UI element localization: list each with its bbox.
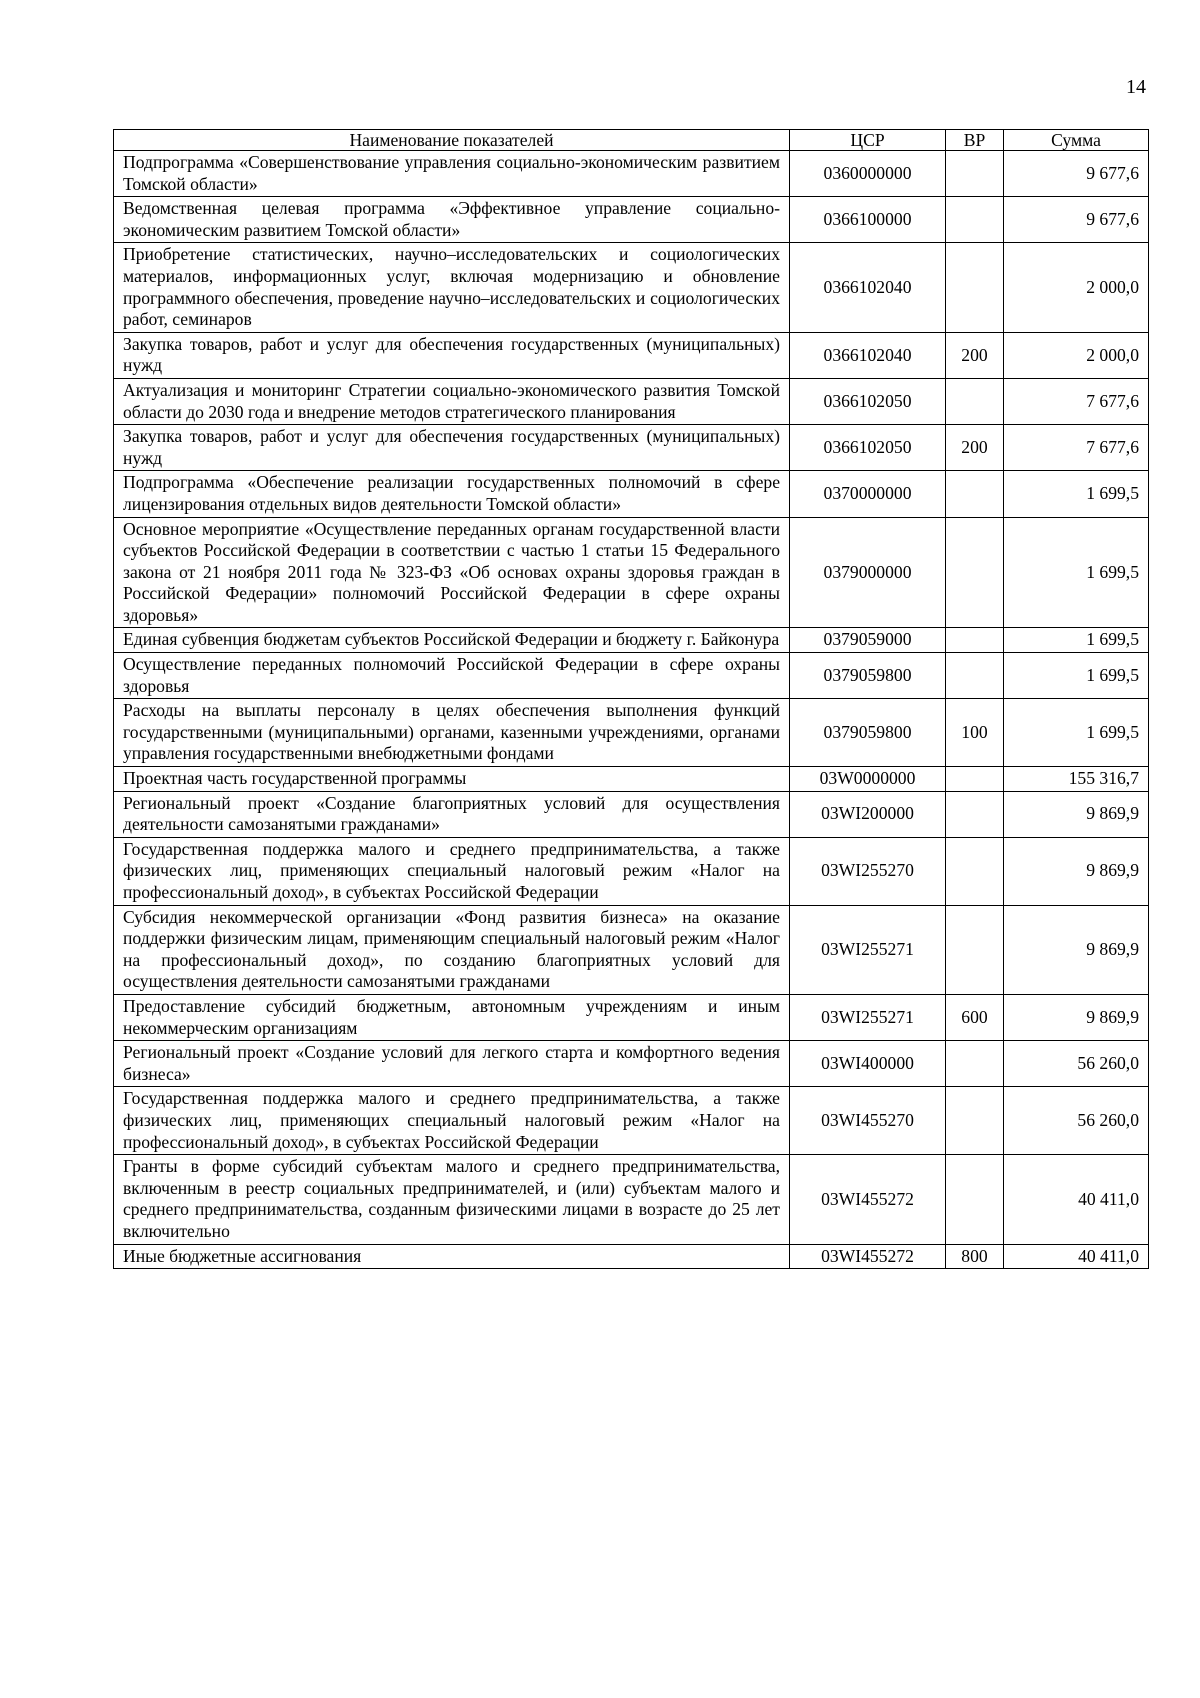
table-row	[114, 1244, 1149, 1269]
cell-sum: 155 316,7	[1004, 767, 1149, 792]
table-row	[114, 378, 1149, 424]
cell-sum: 56 260,0	[1004, 1087, 1149, 1155]
cell-csr: 03WI255271	[790, 905, 946, 994]
cell-vr	[946, 1155, 1004, 1244]
table-row	[114, 1041, 1149, 1087]
cell-vr: 200	[946, 425, 1004, 471]
cell-sum: 9 869,9	[1004, 791, 1149, 837]
cell-name: Государственная поддержка малого и среднего предпринимательства, а также физических лиц, применяющих специальный налоговый режим «Налог на профессиональный доход», в субъектах Российской Федерации	[114, 837, 790, 905]
cell-csr: 03WI400000	[790, 1041, 946, 1087]
cell-csr: 0366102050	[790, 378, 946, 424]
cell-name: Региональный проект «Создание благоприятных условий для осуществления деятельности самозанятыми гражданами»	[114, 791, 790, 837]
table-row	[114, 1155, 1149, 1244]
cell-csr: 03W0000000	[790, 767, 946, 792]
table-row	[114, 517, 1149, 628]
header-csr: ЦСР	[790, 130, 946, 151]
cell-name: Субсидия некоммерческой организации «Фонд развития бизнеса» на оказание поддержки физическим лицам, применяющим специальный налоговый режим «Налог на профессиональный доход», по созданию благоприятных условий для осуществления деятельности самозанятыми гражданами	[114, 905, 790, 994]
cell-name: Гранты в форме субсидий субъектам малого и среднего предпринимательства, включенным в реестр социальных предпринимателей, и (или) субъектам малого и среднего предпринимательства, созданным физическими лицами в возрасте до 25 лет включительно	[114, 1155, 790, 1244]
cell-csr: 03WI455272	[790, 1155, 946, 1244]
header-vr: ВР	[946, 130, 1004, 151]
cell-name: Ведомственная целевая программа «Эффективное управление социально-экономическим развитием Томской области»	[114, 197, 790, 243]
header-sum: Сумма	[1004, 130, 1149, 151]
cell-csr: 0370000000	[790, 471, 946, 517]
cell-sum: 1 699,5	[1004, 471, 1149, 517]
table-row	[114, 837, 1149, 905]
cell-vr	[946, 197, 1004, 243]
table-row	[114, 699, 1149, 767]
cell-vr	[946, 243, 1004, 332]
cell-vr	[946, 767, 1004, 792]
cell-sum: 1 699,5	[1004, 699, 1149, 767]
cell-sum: 9 869,9	[1004, 905, 1149, 994]
cell-vr	[946, 151, 1004, 197]
table-row	[114, 332, 1149, 378]
cell-name: Подпрограмма «Совершенствование управления социально-экономическим развитием Томской области»	[114, 151, 790, 197]
cell-name: Актуализация и мониторинг Стратегии социально-экономического развития Томской области до 2030 года и внедрение методов стратегического планирования	[114, 378, 790, 424]
cell-sum: 9 869,9	[1004, 837, 1149, 905]
cell-name: Приобретение статистических, научно–исследовательских и социологических материалов, информационных услуг, включая модернизацию и обновление программного обеспечения, проведение научно–исследовательских и социологических работ, семинаров	[114, 243, 790, 332]
table-row	[114, 653, 1149, 699]
cell-csr: 0366102050	[790, 425, 946, 471]
cell-sum: 40 411,0	[1004, 1244, 1149, 1269]
table-row	[114, 471, 1149, 517]
cell-name: Расходы на выплаты персоналу в целях обеспечения выполнения функций государственными (муниципальными) органами, казенными учреждениями, органами управления государственными внебюджетными фондами	[114, 699, 790, 767]
cell-sum: 9 869,9	[1004, 994, 1149, 1040]
cell-name: Осуществление переданных полномочий Российской Федерации в сфере охраны здоровья	[114, 653, 790, 699]
cell-vr	[946, 791, 1004, 837]
cell-vr	[946, 1041, 1004, 1087]
table-row	[114, 197, 1149, 243]
header-name: Наименование показателей	[114, 130, 790, 151]
cell-name: Региональный проект «Создание условий для легкого старта и комфортного ведения бизнеса»	[114, 1041, 790, 1087]
cell-sum: 2 000,0	[1004, 243, 1149, 332]
table-row	[114, 791, 1149, 837]
cell-name: Проектная часть государственной программы	[114, 767, 790, 792]
cell-sum: 56 260,0	[1004, 1041, 1149, 1087]
table-row	[114, 905, 1149, 994]
cell-sum: 1 699,5	[1004, 628, 1149, 653]
cell-csr: 0379059800	[790, 699, 946, 767]
cell-csr: 03WI455270	[790, 1087, 946, 1155]
cell-name: Иные бюджетные ассигнования	[114, 1244, 790, 1269]
table-row	[114, 243, 1149, 332]
cell-sum: 40 411,0	[1004, 1155, 1149, 1244]
cell-sum: 1 699,5	[1004, 653, 1149, 699]
table-row	[114, 767, 1149, 792]
cell-sum: 7 677,6	[1004, 378, 1149, 424]
cell-csr: 0379059000	[790, 628, 946, 653]
cell-csr: 0366102040	[790, 243, 946, 332]
table-body	[114, 151, 1149, 1269]
cell-sum: 2 000,0	[1004, 332, 1149, 378]
cell-csr: 03WI255270	[790, 837, 946, 905]
cell-csr: 0360000000	[790, 151, 946, 197]
cell-csr: 0366100000	[790, 197, 946, 243]
cell-name: Единая субвенция бюджетам субъектов Российской Федерации и бюджету г. Байконура	[114, 628, 790, 653]
cell-csr: 0379000000	[790, 517, 946, 628]
table-row	[114, 425, 1149, 471]
page-number: 14	[1126, 76, 1146, 98]
cell-csr: 03WI455272	[790, 1244, 946, 1269]
cell-name: Основное мероприятие «Осуществление переданных органам государственной власти субъектов Российской Федерации в соответствии с частью 1 статьи 15 Федерального закона от 21 ноября 2011 года № 323-ФЗ «Об основах охраны здоровья граждан в Российской Федерации» полномочий Российской Федерации в сфере охраны здоровья»	[114, 517, 790, 628]
cell-name: Закупка товаров, работ и услуг для обеспечения государственных (муниципальных) нужд	[114, 332, 790, 378]
cell-name: Предоставление субсидий бюджетным, автономным учреждениям и иным некоммерческим организациям	[114, 994, 790, 1040]
table-row	[114, 151, 1149, 197]
budget-table	[113, 129, 1149, 1269]
cell-vr: 600	[946, 994, 1004, 1040]
table-header-row	[114, 130, 1149, 151]
cell-csr: 0379059800	[790, 653, 946, 699]
cell-name: Государственная поддержка малого и среднего предпринимательства, а также физических лиц, применяющих специальный налоговый режим «Налог на профессиональный доход», в субъектах Российской Федерации	[114, 1087, 790, 1155]
cell-vr	[946, 1087, 1004, 1155]
table-row	[114, 1087, 1149, 1155]
cell-vr	[946, 471, 1004, 517]
table-row	[114, 628, 1149, 653]
cell-csr: 03WI200000	[790, 791, 946, 837]
cell-vr	[946, 837, 1004, 905]
cell-name: Закупка товаров, работ и услуг для обеспечения государственных (муниципальных) нужд	[114, 425, 790, 471]
cell-sum: 1 699,5	[1004, 517, 1149, 628]
table-row	[114, 994, 1149, 1040]
cell-vr	[946, 517, 1004, 628]
cell-vr: 800	[946, 1244, 1004, 1269]
cell-sum: 7 677,6	[1004, 425, 1149, 471]
cell-vr	[946, 905, 1004, 994]
cell-csr: 03WI255271	[790, 994, 946, 1040]
cell-name: Подпрограмма «Обеспечение реализации государственных полномочий в сфере лицензирования отдельных видов деятельности Томской области»	[114, 471, 790, 517]
cell-vr: 100	[946, 699, 1004, 767]
cell-vr	[946, 628, 1004, 653]
cell-vr	[946, 378, 1004, 424]
cell-sum: 9 677,6	[1004, 197, 1149, 243]
cell-vr: 200	[946, 332, 1004, 378]
cell-csr: 0366102040	[790, 332, 946, 378]
cell-vr	[946, 653, 1004, 699]
cell-sum: 9 677,6	[1004, 151, 1149, 197]
